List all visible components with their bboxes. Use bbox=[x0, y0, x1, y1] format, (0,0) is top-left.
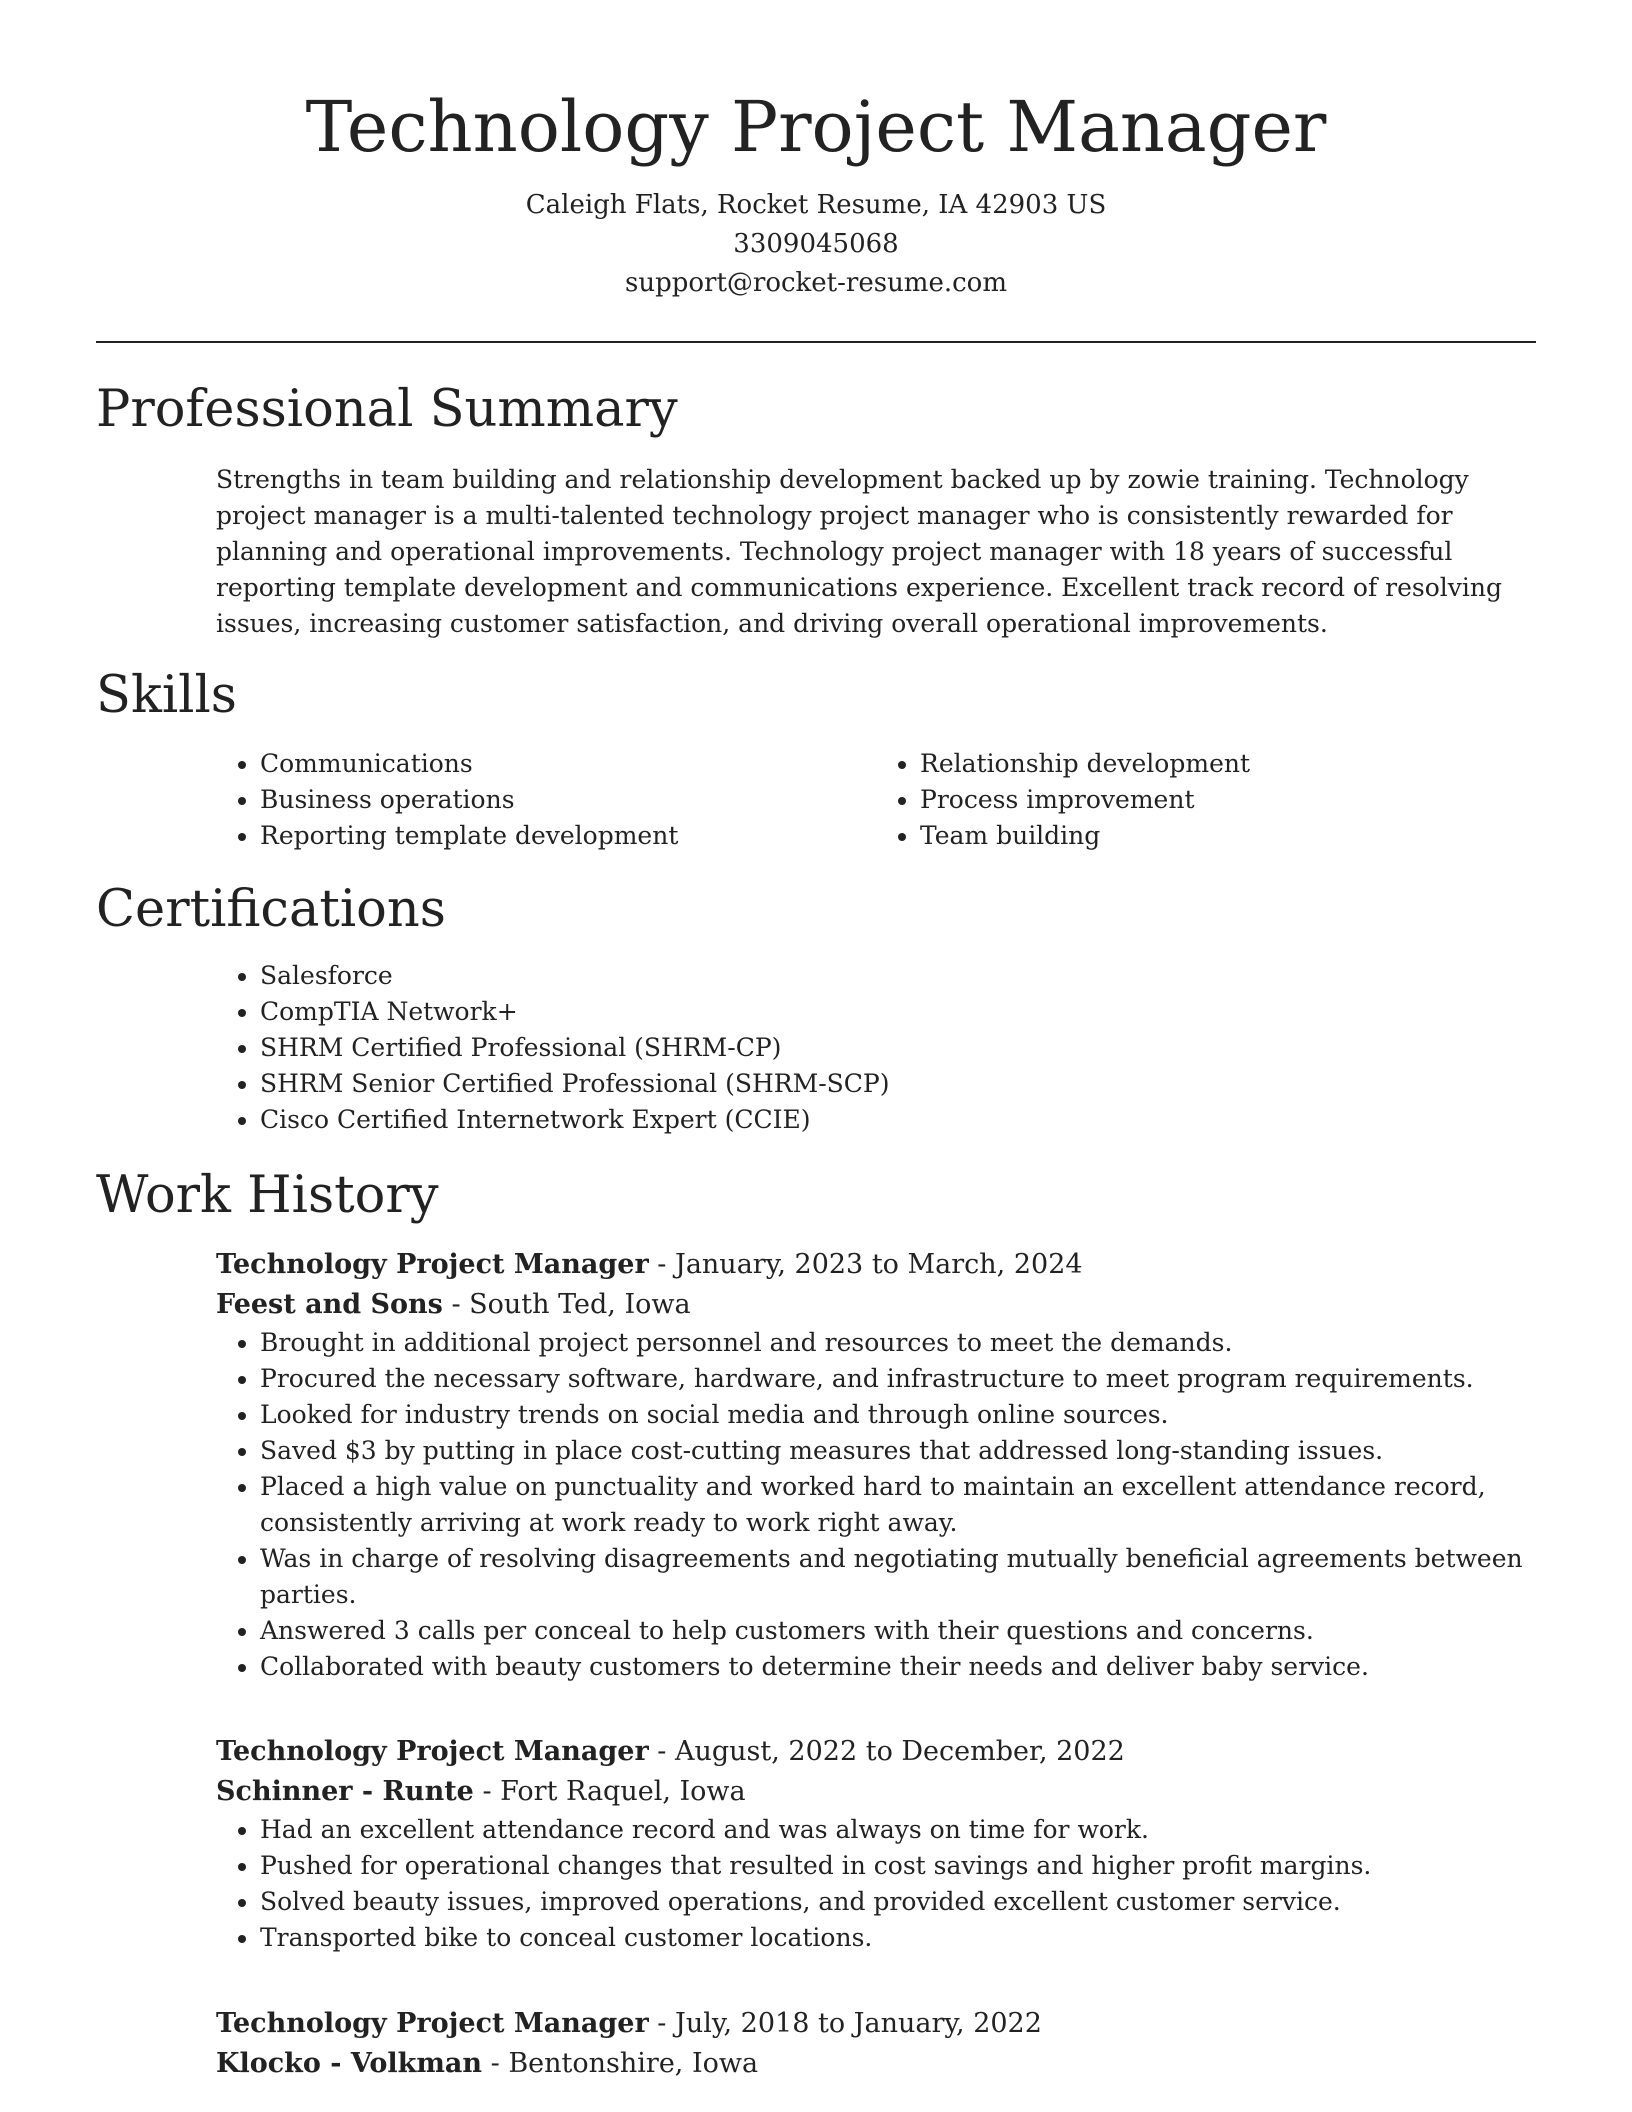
certification-item: • SHRM Certified Professional (SHRM-CP) bbox=[260, 1030, 1536, 1066]
job-location: - Bentonshire, Iowa bbox=[482, 2048, 759, 2079]
job-bullet: • Answered 3 calls per conceal to help customers with their questions and concerns. bbox=[260, 1613, 1536, 1649]
skill-item: • Process improvement bbox=[920, 782, 1536, 818]
job-title: Technology Project Manager bbox=[216, 1249, 649, 1280]
job-dates: - January, 2023 to March, 2024 bbox=[648, 1249, 1083, 1280]
job-bullet: • Saved $3 by putting in place cost-cutting measures that addressed long-standing issues. bbox=[260, 1433, 1536, 1469]
job-company: Feest and Sons bbox=[216, 1289, 443, 1320]
job-title: Technology Project Manager bbox=[216, 1736, 649, 1767]
job-bullet: • Looked for industry trends on social media and through online sources. bbox=[260, 1397, 1536, 1433]
contact-address: Caleigh Flats, Rocket Resume, IA 42903 US bbox=[525, 190, 1107, 220]
job-title-line bbox=[216, 1245, 1536, 1285]
job-entry bbox=[216, 1732, 1536, 1956]
summary-section bbox=[216, 462, 1536, 642]
resume-header bbox=[96, 82, 1536, 303]
job-company-line bbox=[216, 2044, 1536, 2084]
contact-phone: 3309045068 bbox=[733, 229, 899, 259]
job-company: Schinner - Runte bbox=[216, 1776, 474, 1807]
skills-list-left bbox=[216, 746, 876, 854]
job-dates: - July, 2018 to January, 2022 bbox=[648, 2008, 1042, 2039]
job-bullet: • Collaborated with beauty customers to determine their needs and deliver baby service. bbox=[260, 1649, 1536, 1685]
job-title-line bbox=[216, 2004, 1536, 2044]
resume-title: Technology Project Manager bbox=[305, 86, 1327, 168]
summary-heading: Professional Summary bbox=[96, 380, 678, 439]
skill-item: • Relationship development bbox=[920, 746, 1536, 782]
job-entry bbox=[216, 2004, 1536, 2084]
job-bullet: • Brought in additional project personnel and resources to meet the demands. bbox=[260, 1325, 1536, 1361]
skills-section bbox=[216, 746, 1536, 854]
certification-item: • CompTIA Network+ bbox=[260, 994, 1536, 1030]
job-bullet: • Solved beauty issues, improved operations, and provided excellent customer service. bbox=[260, 1884, 1536, 1920]
certification-item: • Cisco Certified Internetwork Expert (CCIE) bbox=[260, 1102, 1536, 1138]
certifications-section bbox=[216, 958, 1536, 1138]
header-divider bbox=[96, 341, 1536, 343]
job-bullet: • Pushed for operational changes that resulted in cost savings and higher profit margins. bbox=[260, 1848, 1536, 1884]
job-company-line bbox=[216, 1285, 1536, 1325]
skill-item: • Team building bbox=[920, 818, 1536, 854]
certification-item: • Salesforce bbox=[260, 958, 1536, 994]
job-location: - South Ted, Iowa bbox=[442, 1289, 691, 1320]
summary-text: Strengths in team building and relationship development backed up by zowie training. Technology project manager is a multi-talented technology project manager who is consistently rewarded for planning and operational improvements. Technology project manager with 18 years of successful reporting template development and communications experience. Excellent track record of resolving issues, increasing customer satisfaction, and driving overall operational improvements. bbox=[216, 465, 1502, 638]
job-bullet: • Procured the necessary software, hardware, and infrastructure to meet program requirements. bbox=[260, 1361, 1536, 1397]
job-entry bbox=[216, 1245, 1536, 1685]
job-title-line bbox=[216, 1732, 1536, 1772]
job-location: - Fort Raquel, Iowa bbox=[473, 1776, 746, 1807]
contact-email: support@rocket-resume.com bbox=[624, 268, 1007, 298]
contact-info bbox=[96, 186, 1536, 303]
skills-list-right bbox=[876, 746, 1536, 854]
job-bullet: • Had an excellent attendance record and was always on time for work. bbox=[260, 1812, 1536, 1848]
job-company-line bbox=[216, 1772, 1536, 1812]
job-bullets bbox=[216, 1325, 1536, 1685]
certifications-list bbox=[216, 958, 1536, 1138]
job-bullet: • Was in charge of resolving disagreements and negotiating mutually beneficial agreements between parties. bbox=[260, 1541, 1536, 1613]
skills-heading: Skills bbox=[96, 666, 237, 725]
work-history-heading: Work History bbox=[96, 1166, 439, 1225]
skills-columns bbox=[216, 746, 1536, 854]
job-bullets bbox=[216, 1812, 1536, 1956]
job-title: Technology Project Manager bbox=[216, 2008, 649, 2039]
skill-item: • Business operations bbox=[260, 782, 876, 818]
job-bullet: • Placed a high value on punctuality and worked hard to maintain an excellent attendance record, consistently arriving at work ready to work right away. bbox=[260, 1469, 1536, 1541]
job-dates: - August, 2022 to December, 2022 bbox=[648, 1736, 1125, 1767]
job-company: Klocko - Volkman bbox=[216, 2048, 483, 2079]
certifications-heading: Certifications bbox=[96, 880, 446, 939]
job-bullet: • Transported bike to conceal customer locations. bbox=[260, 1920, 1536, 1956]
skill-item: • Reporting template development bbox=[260, 818, 876, 854]
certification-item: • SHRM Senior Certified Professional (SHRM-SCP) bbox=[260, 1066, 1536, 1102]
skill-item: • Communications bbox=[260, 746, 876, 782]
